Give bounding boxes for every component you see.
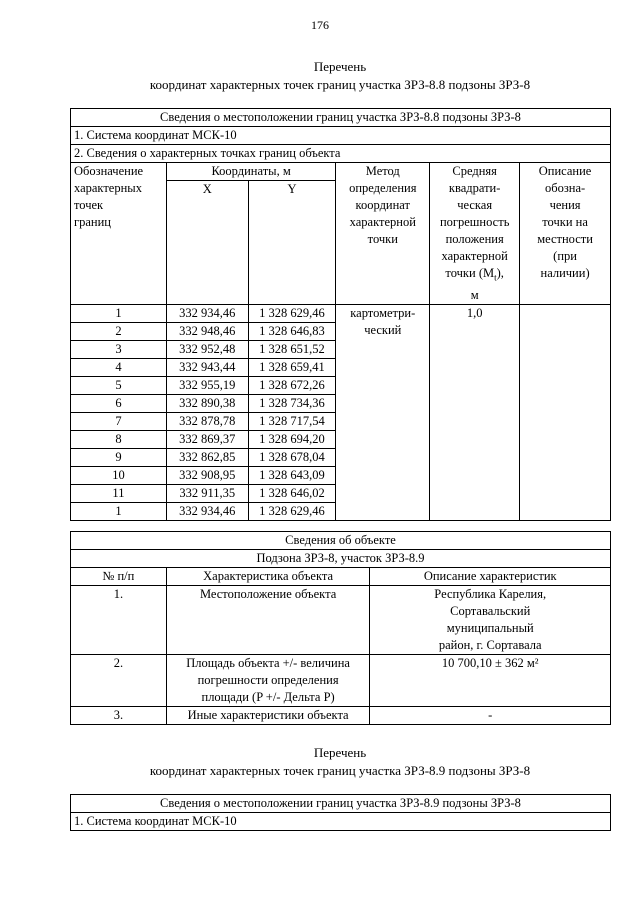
- table3-system-row: 1. Система координат МСК-10: [71, 813, 611, 831]
- point-y: 1 328 659,41: [248, 358, 336, 376]
- point-y: 1 328 694,20: [248, 430, 336, 448]
- table1-system-row: 1. Система координат МСК-10: [71, 127, 611, 145]
- point-number: 1: [71, 304, 167, 322]
- point-number: 1: [71, 502, 167, 520]
- point-number: 11: [71, 484, 167, 502]
- point-x: 332 934,46: [166, 502, 248, 520]
- table-row: [71, 304, 611, 322]
- point-y: 1 328 678,04: [248, 448, 336, 466]
- object-info-table: [70, 531, 611, 725]
- point-x: 332 862,85: [166, 448, 248, 466]
- point-y: 1 328 672,26: [248, 376, 336, 394]
- point-y: 1 328 629,46: [248, 502, 336, 520]
- error-value: 1,0: [430, 304, 520, 520]
- point-x: 332 948,46: [166, 322, 248, 340]
- point-number: 7: [71, 412, 167, 430]
- section1-title: [70, 58, 610, 94]
- coordinates-table-zrz-8-8: [70, 108, 611, 521]
- point-number: 2: [71, 322, 167, 340]
- table1-points-row: 2. Сведения о характерных точках границ объекта: [71, 145, 611, 163]
- col-char-description: Описание характеристик: [370, 568, 611, 586]
- col-y: Y: [248, 181, 336, 304]
- point-number: 8: [71, 430, 167, 448]
- point-number: 6: [71, 394, 167, 412]
- method-value: картометри- ческий: [336, 304, 430, 520]
- description-value: [520, 304, 611, 520]
- section2-title-line1: Перечень: [313, 745, 367, 760]
- point-x: 332 890,38: [166, 394, 248, 412]
- col-error: Средняя квадрати- ческая погрешность положения характерной точки $(M_t)$, м: [430, 163, 520, 305]
- col-x: X: [166, 181, 248, 304]
- point-y: 1 328 717,54: [248, 412, 336, 430]
- point-y: 1 328 734,36: [248, 394, 336, 412]
- coordinates-table-zrz-8-9: [70, 794, 611, 831]
- point-number: 9: [71, 448, 167, 466]
- table2-header: Сведения об объекте: [71, 532, 611, 550]
- point-y: 1 328 629,46: [248, 304, 336, 322]
- col-method: Метод определения координат характерной точки: [336, 163, 430, 305]
- col-num: № п/п: [71, 568, 167, 586]
- col-designation: Обозначение характерных точек границ: [71, 163, 167, 305]
- point-x: 332 952,48: [166, 340, 248, 358]
- table-row: 2. Площадь объекта +/- величина погрешности определения площади (P +/- Дельта P) 10 700,10 ± 362 м²: [71, 655, 611, 707]
- point-y: 1 328 646,02: [248, 484, 336, 502]
- point-number: 3: [71, 340, 167, 358]
- table2-subheader: Подзона ЗРЗ-8, участок ЗРЗ-8.9: [71, 550, 611, 568]
- table3-header: Сведения о местоположении границ участка ЗРЗ-8.9 подзоны ЗРЗ-8: [71, 795, 611, 813]
- col-characteristic: Характеристика объекта: [166, 568, 370, 586]
- point-number: 5: [71, 376, 167, 394]
- col-coordinates: Координаты, м: [166, 163, 335, 181]
- point-y: 1 328 646,83: [248, 322, 336, 340]
- col-description: Описание обозна- чения точки на местности (при наличии): [520, 163, 611, 305]
- point-x: 332 943,44: [166, 358, 248, 376]
- section2-title-line2: координат характерных точек границ участка ЗРЗ-8.9 подзоны ЗРЗ-8: [149, 763, 531, 778]
- section2-title: [70, 744, 610, 780]
- point-x: 332 911,35: [166, 484, 248, 502]
- point-y: 1 328 651,52: [248, 340, 336, 358]
- page-number: 176: [311, 18, 329, 32]
- table1-header: Сведения о местоположении границ участка ЗРЗ-8.8 подзоны ЗРЗ-8: [71, 109, 611, 127]
- point-x: 332 934,46: [166, 304, 248, 322]
- point-number: 4: [71, 358, 167, 376]
- section1-title-line2: координат характерных точек границ участка ЗРЗ-8.8 подзоны ЗРЗ-8: [149, 77, 531, 92]
- point-y: 1 328 643,09: [248, 466, 336, 484]
- section1-title-line1: Перечень: [313, 59, 367, 74]
- table-row: 1. Местоположение объекта Республика Карелия, Сортавальский муниципальный район, г. Сортавала: [71, 586, 611, 655]
- point-x: 332 955,19: [166, 376, 248, 394]
- table-row: 3. Иные характеристики объекта -: [71, 707, 611, 725]
- point-number: 10: [71, 466, 167, 484]
- point-x: 332 878,78: [166, 412, 248, 430]
- point-x: 332 908,95: [166, 466, 248, 484]
- point-x: 332 869,37: [166, 430, 248, 448]
- table1-rows: [71, 304, 611, 520]
